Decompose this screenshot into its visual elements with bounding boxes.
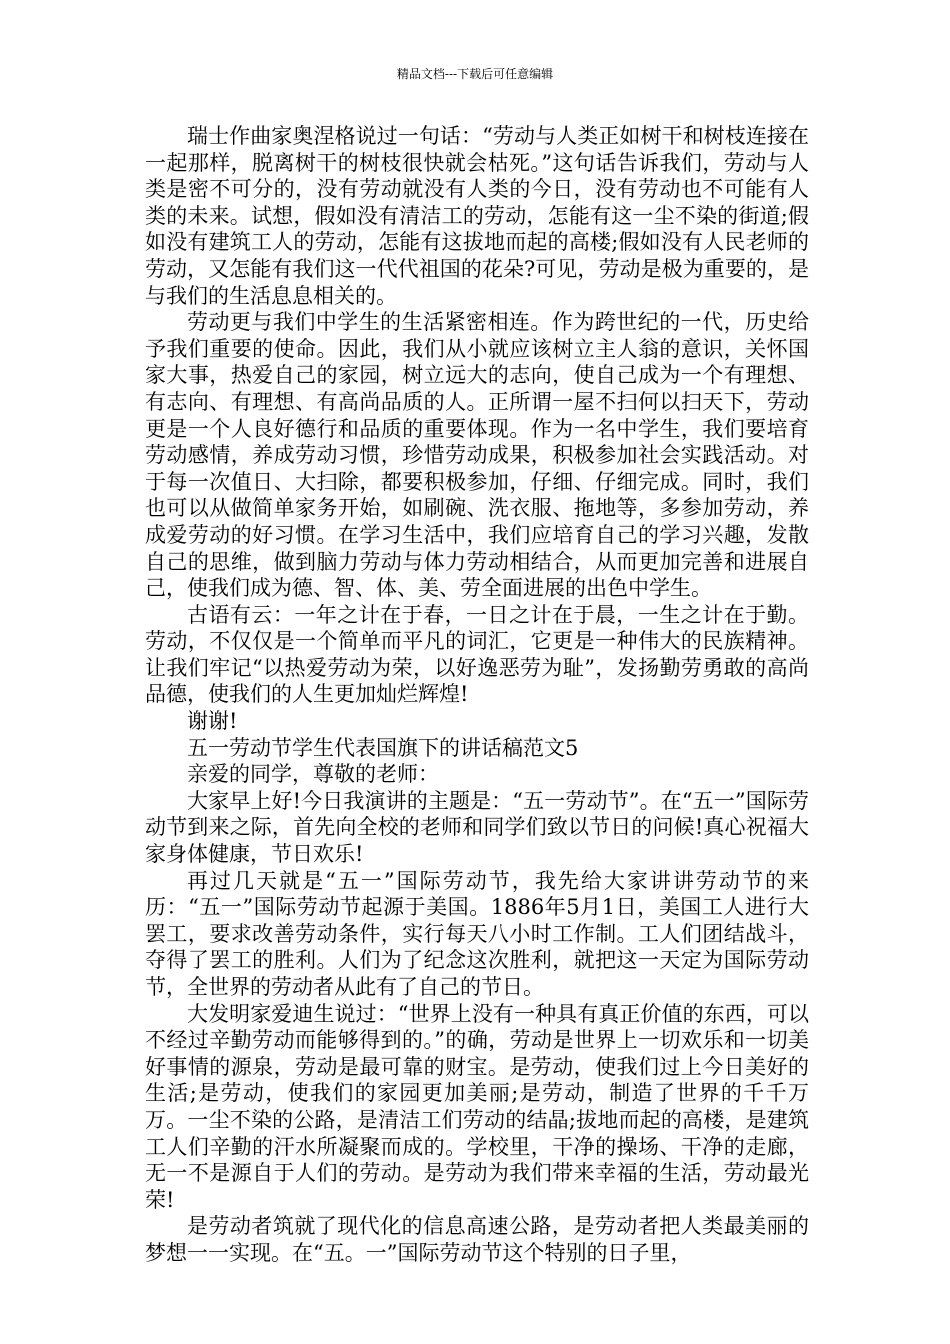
section-title: 五一劳动节学生代表国旗下的讲话稿范文5 [187, 735, 579, 760]
document-body [145, 123, 809, 1267]
salutation: 亲爱的同学，尊敬的老师： [187, 762, 439, 787]
paragraph: 瑞士作曲家奥涅格说过一句话：“劳动与人类正如树干和树枝连接在一起那样，脱离树干的树枝很快就会枯死。”这句话告诉我们，劳动与人类是密不可分的，没有劳动就没有人类的今日，没有劳动也不可能有人类的未来。试想，假如没有清洁工的劳动，怎能有这一尘不染的街道;假如没有建筑工人的劳动，怎能有这拔地而起的高楼;假如没有人民老师的劳动，又怎能有我们这一代代祖国的花朵?可见，劳动是极为重要的，是与我们的生活息息相关的。 [145, 124, 809, 308]
paragraph: 是劳动者筑就了现代化的信息高速公路，是劳动者把人类最美丽的梦想一一实现。在“五。一”国际劳动节这个特别的日子里， [145, 1214, 809, 1265]
paragraph: 大发明家爱迪生说过：“世界上没有一种具有真正价值的东西，可以不经过辛勤劳动而能够得到的。”的确，劳动是世界上一切欢乐和一切美好事情的源泉，劳动是最可靠的财宝。是劳动，使我们过上今日美好的生活;是劳动，使我们的家园更加美丽;是劳动，制造了世界的千千万万。一尘不染的公路，是清洁工们劳动的结晶;拔地而起的高楼，是建筑工人们辛勤的汗水所凝聚而成的。学校里，干净的操场、干净的走廊，无一不是源自于人们的劳动。是劳动为我们带来幸福的生活，劳动最光荣! [145, 1001, 809, 1212]
page-header: 精品文档---下载后可任意编辑 [396, 67, 554, 81]
closing-thanks: 谢谢! [187, 709, 238, 734]
paragraph: 再过几天就是“五一”国际劳动节，我先给大家讲讲劳动节的来历：“五一”国际劳动节起源于美国。1886年5月1日，美国工人进行大罢工，要求改善劳动条件，实行每天八小时工作制。工人们团结战斗，夺得了罢工的胜利。人们为了纪念这次胜利，就把这一天定为国际劳动节，全世界的劳动者从此有了自己的节日。 [145, 868, 809, 999]
paragraph: 劳动更与我们中学生的生活紧密相连。作为跨世纪的一代，历史给予我们重要的使命。因此，我们从小就应该树立主人翁的意识，关怀国家大事，热爱自己的家园，树立远大的志向，使自己成为一个有理想、有志向、有理想、有高尚品质的人。正所谓一屋不扫何以扫天下，劳动更是一个人良好德行和品质的重要体现。作为一名中学生，我们要培育劳动感情，养成劳动习惯，珍惜劳动成果，积极参加社会实践活动。对于每一次值日、大扫除，都要积极参加，仔细、仔细完成。同时，我们也可以从做简单家务开始，如刷碗、洗衣服、拖地等，多参加劳动，养成爱劳动的好习惯。在学习生活中，我们应培育自己的学习兴趣，发散自己的思维，做到脑力劳动与体力劳动相结合，从而更加完善和进展自己，使我们成为德、智、体、美、劳全面进展的出色中学生。 [145, 310, 809, 601]
paragraph: 古语有云：一年之计在于春，一日之计在于晨，一生之计在于勤。劳动，不仅仅是一个简单而平凡的词汇，它更是一种伟大的民族精神。让我们牢记“以热爱劳动为荣，以好逸恶劳为耻”，发扬勤劳勇敢的高尚品德，使我们的人生更加灿烂辉煌! [145, 602, 809, 707]
paragraph: 大家早上好!今日我演讲的主题是：“五一劳动节”。在“五一”国际劳动节到来之际，首先向全校的老师和同学们致以节日的问候!真心祝福大家身体健康，节日欢乐! [145, 788, 809, 867]
